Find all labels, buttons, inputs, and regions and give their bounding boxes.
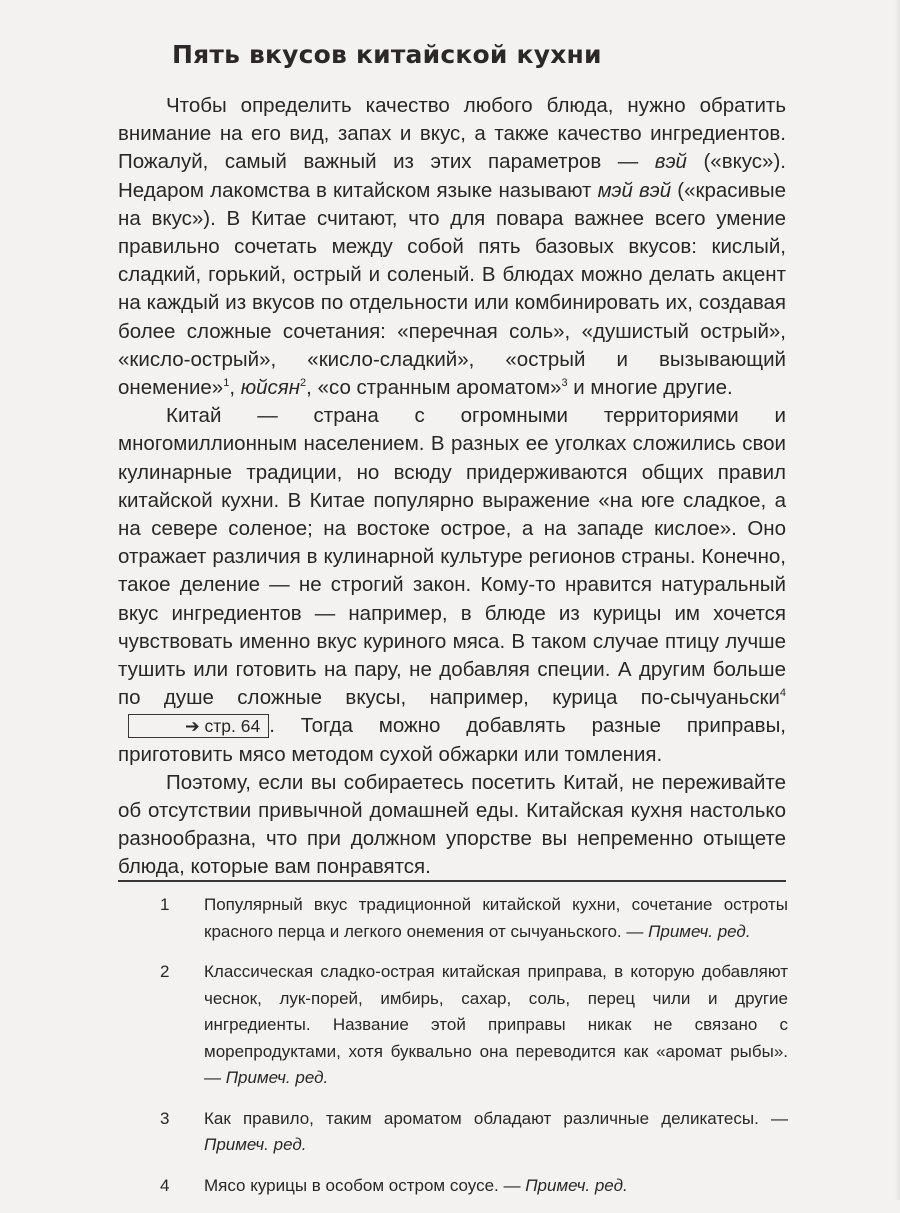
footnote-number: 1 bbox=[160, 895, 170, 914]
footnote-text bbox=[204, 892, 788, 945]
text-run: Мясо курицы в особом остром соусе. — bbox=[204, 1175, 526, 1195]
page-title: Пять вкусов китайской кухни bbox=[172, 40, 602, 69]
footnote-divider bbox=[118, 880, 786, 882]
footnote-text bbox=[204, 1106, 788, 1159]
paragraph-3: Поэтому, если вы собираетесь посетить Китай, не переживайте об отсутствии привычной домашней еды. Китайская кухня настолько разнообразна, что при должном упорстве вы непременно отыщете блюда, которые вам понравятся. bbox=[118, 770, 786, 879]
paragraph-2 bbox=[118, 402, 786, 769]
text-run: («вкус»). Недаром лакомства в китайском языке называют bbox=[118, 150, 786, 202]
text-run: , «со странным ароматом» bbox=[306, 376, 562, 400]
footnote-item bbox=[118, 959, 788, 1092]
footnotes bbox=[118, 892, 788, 1213]
text-run: Чтобы определить качество любого блюда, нужно обратить внимание на его вид, запах и вкус, а также качество ингредиентов. Пожалуй, самый важный из этих параметров — bbox=[118, 94, 786, 174]
main-text bbox=[118, 92, 786, 882]
footnote-item bbox=[118, 1106, 788, 1159]
footnote-item bbox=[118, 1173, 788, 1200]
editor-note: Примеч. ред. bbox=[525, 1175, 628, 1195]
footnote-ref-4[interactable]: 4 bbox=[779, 687, 786, 700]
text-run: и многие другие. bbox=[567, 376, 733, 400]
footnote-ref-2[interactable]: 2 bbox=[300, 377, 307, 390]
italic-term: вэй bbox=[654, 150, 687, 174]
editor-note: Примеч. ред. bbox=[648, 921, 751, 941]
text-run: Китай — страна с огромными территориями и многомиллионным населением. В разных ее уголках сложились свои кулинарные традиции, но всюду придерживаются общих правил китайской кухни. В Китае популярно выражение «на юге сладкое, а на севере соленое; на востоке острое, а на западе кислое». Оно отражает различия в кулинарной культуре регионов страны. Конечно, такое деление — не строгий закон. Кому-то нравится натуральный вкус ингредиентов — например, в блюде из курицы им хочется чувствовать именно вкус куриного мяса. В таком случае птицу лучше тушить или готовить на пару, не добавляя специи. А другим больше по душе сложные вкусы, например, курица по-сычуаньски bbox=[118, 404, 786, 710]
footnote-ref-1[interactable]: 1 bbox=[223, 377, 230, 390]
footnote-number: 2 bbox=[160, 962, 170, 981]
footnote-ref-3[interactable]: 3 bbox=[561, 377, 568, 390]
text-run: Как правило, таким ароматом обладают различные деликатесы. — bbox=[204, 1108, 788, 1128]
paragraph-1 bbox=[118, 92, 786, 402]
text-run: Популярный вкус традиционной китайской кухни, сочетание остроты красного перца и легкого онемения от сычуаньского. — bbox=[204, 895, 788, 941]
footnote-text bbox=[204, 959, 788, 1092]
page-reference-box[interactable]: ➔ стр. 64 bbox=[128, 714, 269, 738]
editor-note: Примеч. ред. bbox=[225, 1068, 329, 1087]
text-run: Классическая сладко-острая китайская приправа, в которую добавляют чеснок, лук-порей, имбирь, сахар, соль, перец чили и другие ингредиенты. Название этой приправы никак не связано с морепродуктами, хотя буквально она переводится как «аромат рыбы». — bbox=[204, 962, 788, 1087]
text-run: . Тогда можно добавлять разные приправы, приготовить мясо методом сухой обжарки или томления. bbox=[118, 714, 786, 766]
footnote-number: 4 bbox=[160, 1175, 170, 1195]
italic-term: юйсян bbox=[240, 376, 301, 400]
italic-term: мэй вэй bbox=[597, 178, 672, 202]
footnote-number: 3 bbox=[160, 1108, 170, 1128]
text-run: («красивые на вкус»). В Китае считают, что для повара важнее всего умение правильно сочетать между собой пять базовых вкусов: кислый, сладкий, горький, острый и соленый. В блюдах можно делать акцент на каждый из вкусов по отдельности или комбинировать их, создавая более сложные сочетания: «перечная соль», «душистый острый», «кисло-острый», «кисло-сладкий», «острый и вызывающий онемение» bbox=[118, 178, 787, 400]
footnote-item bbox=[118, 892, 788, 945]
text-run: , bbox=[229, 376, 241, 400]
editor-note: Примеч. ред. bbox=[204, 1135, 307, 1154]
page-edge-shadow bbox=[894, 0, 900, 1200]
footnote-text bbox=[204, 1173, 788, 1200]
